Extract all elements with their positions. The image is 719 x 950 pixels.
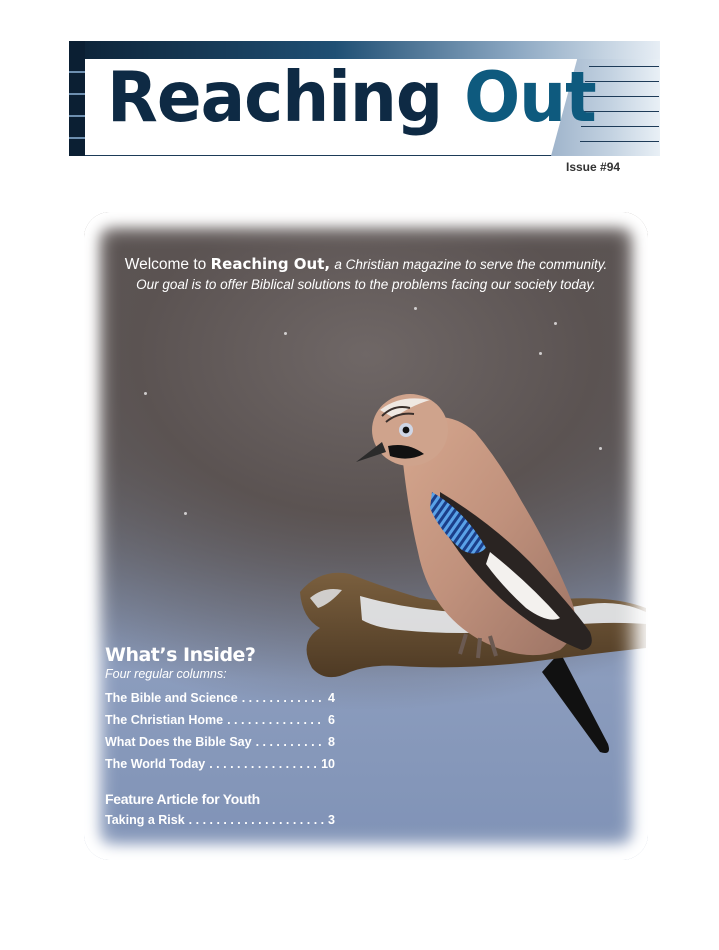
cover-photo [84,212,648,860]
issue-number: Issue #94 [566,160,621,174]
feature-item-title: Taking a Risk [105,813,185,827]
contents-item-page: 8 [328,735,335,749]
contents-item [105,687,335,709]
title-word-out: Out [464,56,596,138]
contents-item-page: 10 [321,757,335,771]
contents-item [105,753,335,775]
whats-inside-subheading: Four regular columns: [105,667,227,681]
leader-dots [256,731,325,753]
welcome-text [84,254,648,295]
title-word-reaching: Reaching [107,56,443,138]
feature-heading: Feature Article for Youth [105,791,260,807]
contents-item-title: What Does the Bible Say [105,735,252,749]
jay-bird-illustration [290,372,648,772]
leader-dots [209,753,318,775]
contents-item-page: 6 [328,713,335,727]
contents-item [105,731,335,753]
contents-item [105,709,335,731]
welcome-prefix: Welcome to [124,256,207,273]
welcome-brand: Reaching Out, [210,255,331,273]
whats-inside-box [105,644,335,831]
welcome-line [84,254,648,275]
contents-list [105,687,335,775]
whats-inside-heading: What’s Inside? [105,644,256,666]
masthead-left-bar [69,41,85,156]
contents-item-title: The Christian Home [105,713,224,727]
leader-dots [189,809,325,831]
feature-item-page: 3 [328,813,335,827]
magazine-title [107,56,596,138]
contents-item-page: 4 [328,691,335,705]
goal-line: Our goal is to offer Biblical solutions to the problems facing our society today. [136,277,596,292]
leader-dots [227,709,325,731]
contents-item-title: The Bible and Science [105,691,238,705]
contents-item-title: The World Today [105,757,206,771]
masthead [69,41,660,156]
leader-dots [242,687,325,709]
welcome-suffix: a Christian magazine to serve the community. [334,257,608,272]
feature-item [105,809,335,831]
